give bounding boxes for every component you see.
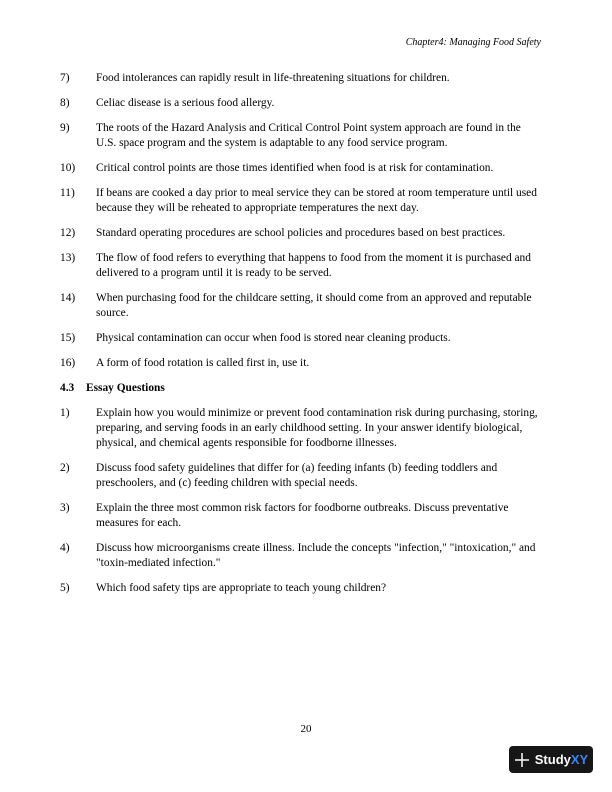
list-item — [60, 356, 542, 371]
item-number: 11) — [60, 187, 75, 199]
list-item — [60, 406, 542, 451]
item-number: 1) — [60, 407, 70, 419]
section-number: 4.3 — [60, 382, 75, 394]
item-text: When purchasing food for the childcare setting, it should come from an approved and reputable source. — [96, 292, 532, 319]
studyxy-badge[interactable] — [509, 746, 593, 773]
plus-icon — [514, 752, 530, 768]
item-text: Discuss how microorganisms create illness. Include the concepts "infection," "intoxication," and "toxin-mediated infection." — [96, 542, 536, 569]
item-number: 10) — [60, 162, 76, 174]
badge-prefix: Study — [534, 752, 571, 767]
document-body — [60, 71, 542, 606]
item-number: 13) — [60, 252, 76, 264]
item-text: Critical control points are those times identified when food is at risk for contamination. — [96, 162, 494, 174]
item-text: Which food safety tips are appropriate to teach young children? — [96, 582, 387, 594]
list-item — [60, 226, 542, 241]
item-text: Physical contamination can occur when food is stored near cleaning products. — [96, 332, 451, 344]
list-item — [60, 501, 542, 531]
item-number: 12) — [60, 227, 76, 239]
badge-accent: XY — [570, 752, 589, 767]
list-item — [60, 461, 542, 491]
page-number: 20 — [300, 723, 312, 735]
item-text: Standard operating procedures are school policies and procedures based on best practices. — [96, 227, 506, 239]
chapter-header: Chapter4: Managing Food Safety — [405, 37, 541, 48]
item-number: 16) — [60, 357, 76, 369]
item-number: 9) — [60, 122, 70, 134]
item-number: 5) — [60, 582, 70, 594]
list-item — [60, 71, 542, 86]
item-number: 7) — [60, 72, 70, 84]
list-item — [60, 581, 542, 596]
list-item — [60, 186, 542, 216]
item-text: Explain the three most common risk factors for foodborne outbreaks. Discuss preventative measures for each. — [96, 502, 509, 529]
item-text: The flow of food refers to everything that happens to food from the moment it is purchased and delivered to a program until it is ready to be served. — [96, 252, 531, 279]
section-title: Essay Questions — [86, 382, 165, 394]
item-text: Discuss food safety guidelines that differ for (a) feeding infants (b) feeding toddlers and preschoolers, and (c) feeding children with special needs. — [96, 462, 498, 489]
list-item — [60, 541, 542, 571]
item-number: 8) — [60, 97, 70, 109]
item-text: Celiac disease is a serious food allergy. — [96, 97, 275, 109]
item-text: If beans are cooked a day prior to meal service they can be stored at room temperature until used because they will be reheated to appropriate temperatures the next day. — [96, 187, 537, 214]
item-number: 15) — [60, 332, 76, 344]
badge-label — [535, 752, 588, 767]
item-number: 2) — [60, 462, 70, 474]
list-item — [60, 331, 542, 346]
list-item — [60, 291, 542, 321]
list-item — [60, 251, 542, 281]
list-item — [60, 121, 542, 151]
item-text: Explain how you would minimize or prevent food contamination risk during purchasing, storing, preparing, and serving foods in an early childhood setting. In your answer identify biological, physical, and chemical agents responsible for foodborne illnesses. — [96, 407, 538, 449]
item-text: A form of food rotation is called first in, use it. — [96, 357, 310, 369]
item-text: Food intolerances can rapidly result in life-threatening situations for children. — [96, 72, 450, 84]
list-item — [60, 96, 542, 111]
item-text: The roots of the Hazard Analysis and Critical Control Point system approach are found in the U.S. space program and the system is adaptable to any food service program. — [96, 122, 521, 149]
section-heading — [60, 381, 542, 396]
list-item — [60, 161, 542, 176]
item-number: 14) — [60, 292, 76, 304]
item-number: 3) — [60, 502, 70, 514]
item-number: 4) — [60, 542, 70, 554]
